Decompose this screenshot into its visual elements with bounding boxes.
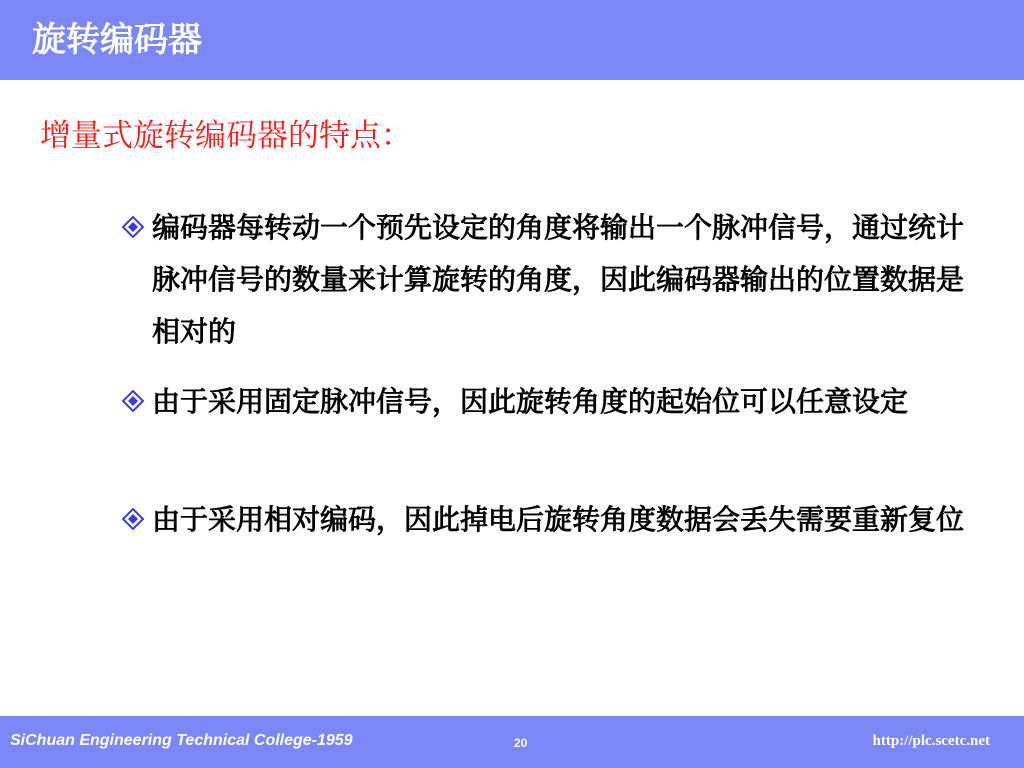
footer-organization: SiChuan Engineering Technical College-1959 — [10, 732, 353, 749]
bullet-text: 由于采用固定脉冲信号，因此旋转角度的起始位可以任意设定 — [152, 385, 909, 418]
bullet-text: 由于采用相对编码，因此掉电后旋转角度数据会丢失需要重新复位 — [152, 503, 965, 536]
diamond-bullet-icon — [122, 376, 152, 426]
diamond-bullet-icon — [122, 494, 152, 544]
footer-url-link[interactable]: http://plc.scetc.net — [872, 733, 990, 749]
slide-title: 旋转编码器 — [32, 20, 202, 60]
bullet-text: 编码器每转动一个预先设定的角度将输出一个脉冲信号，通过统计脉冲信号的数量来计算旋转的角度，因此编码器输出的位置数据是相对的 — [152, 211, 965, 348]
subheading: 增量式旋转编码器的特点： — [40, 118, 412, 154]
bullet-item — [122, 494, 992, 546]
page-number: 20 — [514, 736, 528, 750]
title-bar — [0, 0, 1024, 80]
bullet-item — [122, 202, 992, 358]
footer-bar — [0, 716, 1024, 768]
diamond-bullet-icon — [122, 202, 152, 252]
bullet-item — [122, 376, 992, 428]
